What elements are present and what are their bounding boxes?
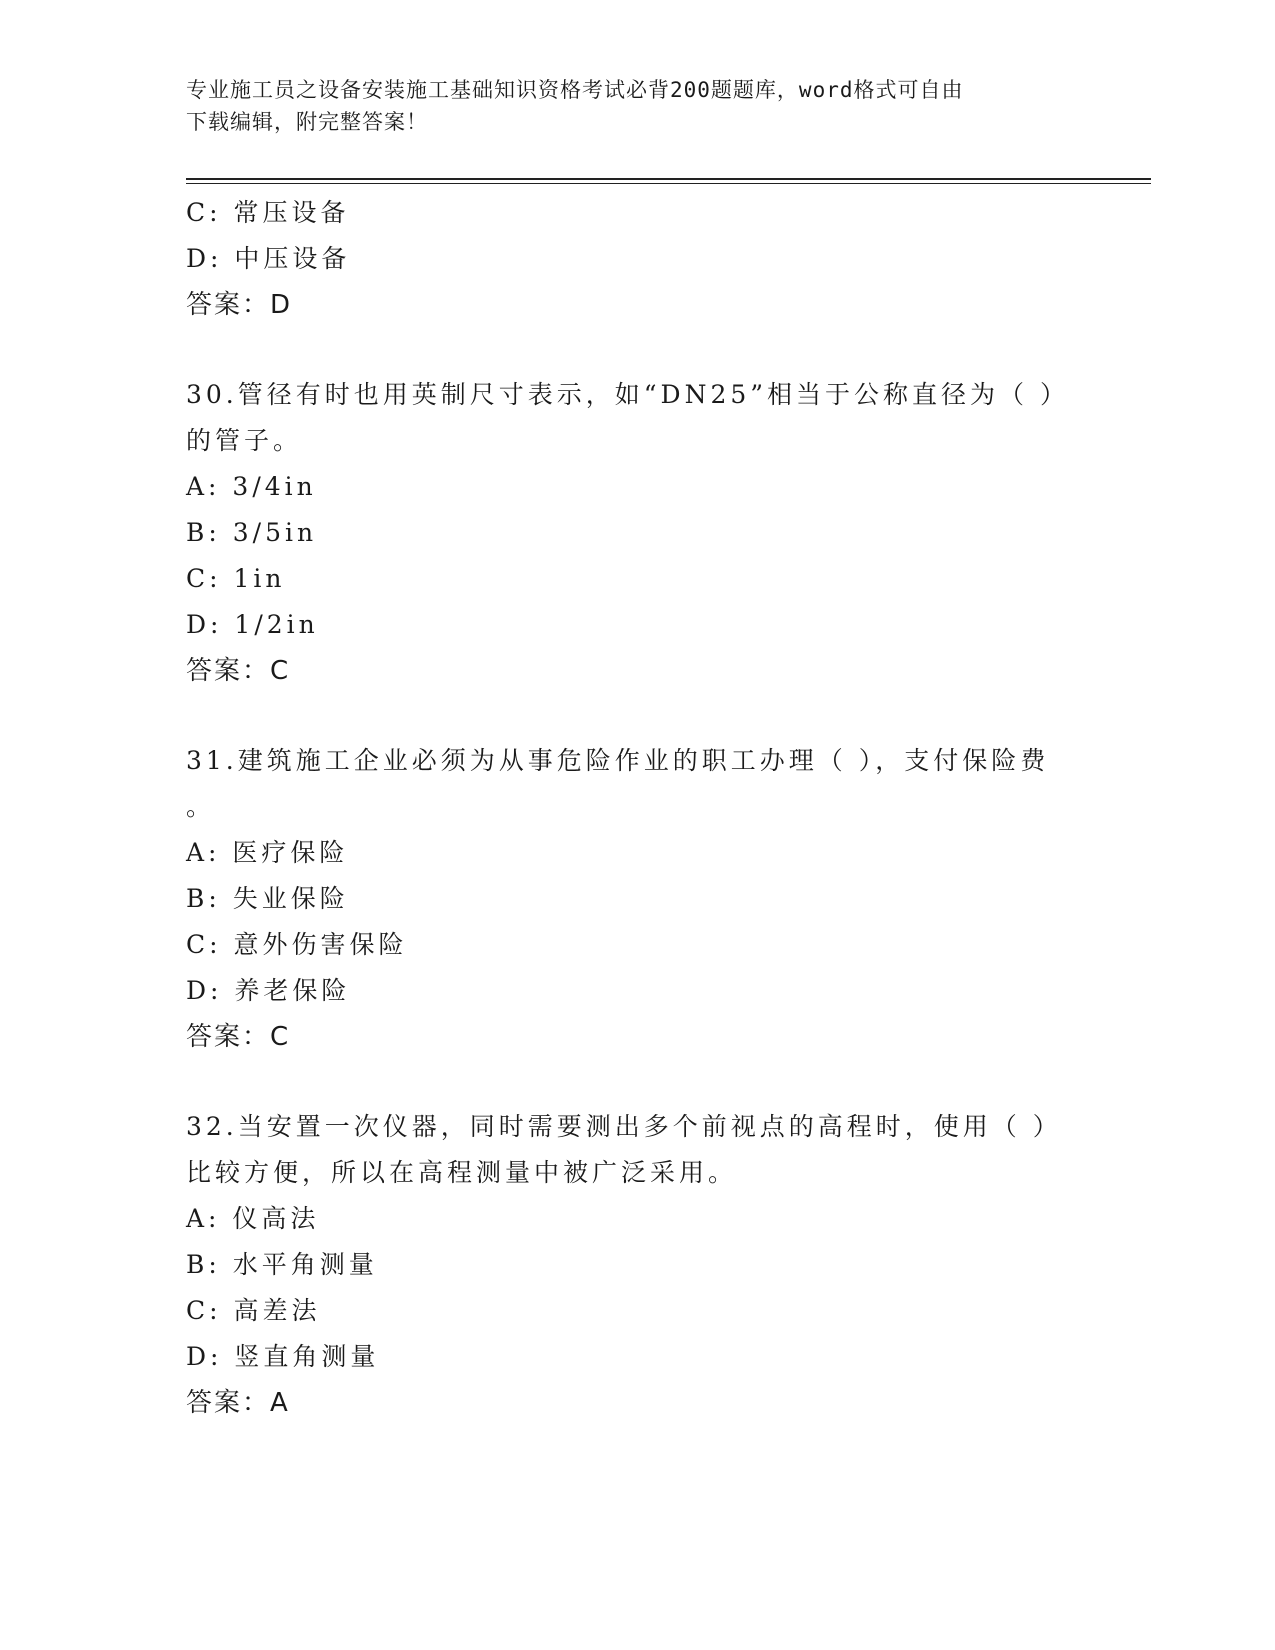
option-c: C: 高差法 [186, 1296, 321, 1325]
option-d: D: 竖直角测量 [186, 1342, 380, 1371]
question-block-32 [186, 1104, 1086, 1426]
option-a: A: 3/4in [186, 472, 317, 501]
question-stem-continued: 。 [186, 792, 216, 821]
question-stem-continued: 比较方便，所以在高程测量中被广泛采用。 [186, 1158, 738, 1187]
option-a: A: 医疗保险 [186, 838, 349, 867]
option-d: D: 中压设备 [186, 244, 351, 273]
option-b: B: 3/5in [186, 518, 318, 547]
option-c: C: 意外伤害保险 [186, 930, 408, 959]
header-divider-thick [186, 178, 1151, 180]
question-stem: 31.建筑施工企业必须为从事危险作业的职工办理（ ），支付保险费 [186, 746, 1050, 775]
question-stem: 30.管径有时也用英制尺寸表示，如“DN25”相当于公称直径为（ ） [186, 380, 1069, 409]
answer-label: 答案：A [186, 1388, 290, 1418]
option-b: B: 失业保险 [186, 884, 349, 913]
question-list [186, 190, 1086, 1426]
question-stem-continued: 的管子。 [186, 426, 303, 455]
answer-label: 答案：D [186, 290, 293, 320]
option-c: C: 常压设备 [186, 198, 350, 227]
option-d: D: 1/2in [186, 610, 319, 639]
answer-label: 答案：C [186, 656, 291, 686]
question-block-29 [186, 190, 1086, 328]
option-b: B: 水平角测量 [186, 1250, 378, 1279]
header-line-1: 专业施工员之设备安装施工基础知识资格考试必背200题题库，word格式可自由 [186, 78, 964, 102]
header-divider-thin [186, 183, 1151, 184]
option-c: C: 1in [186, 564, 286, 593]
option-d: D: 养老保险 [186, 976, 351, 1005]
header-line-2: 下载编辑，附完整答案！ [186, 110, 428, 134]
document-header [186, 74, 1066, 138]
question-block-30 [186, 372, 1086, 694]
option-a: A: 仪高法 [186, 1204, 320, 1233]
question-block-31 [186, 738, 1086, 1060]
answer-label: 答案：C [186, 1022, 291, 1052]
question-stem: 32.当安置一次仪器，同时需要测出多个前视点的高程时，使用（ ） [186, 1112, 1062, 1141]
